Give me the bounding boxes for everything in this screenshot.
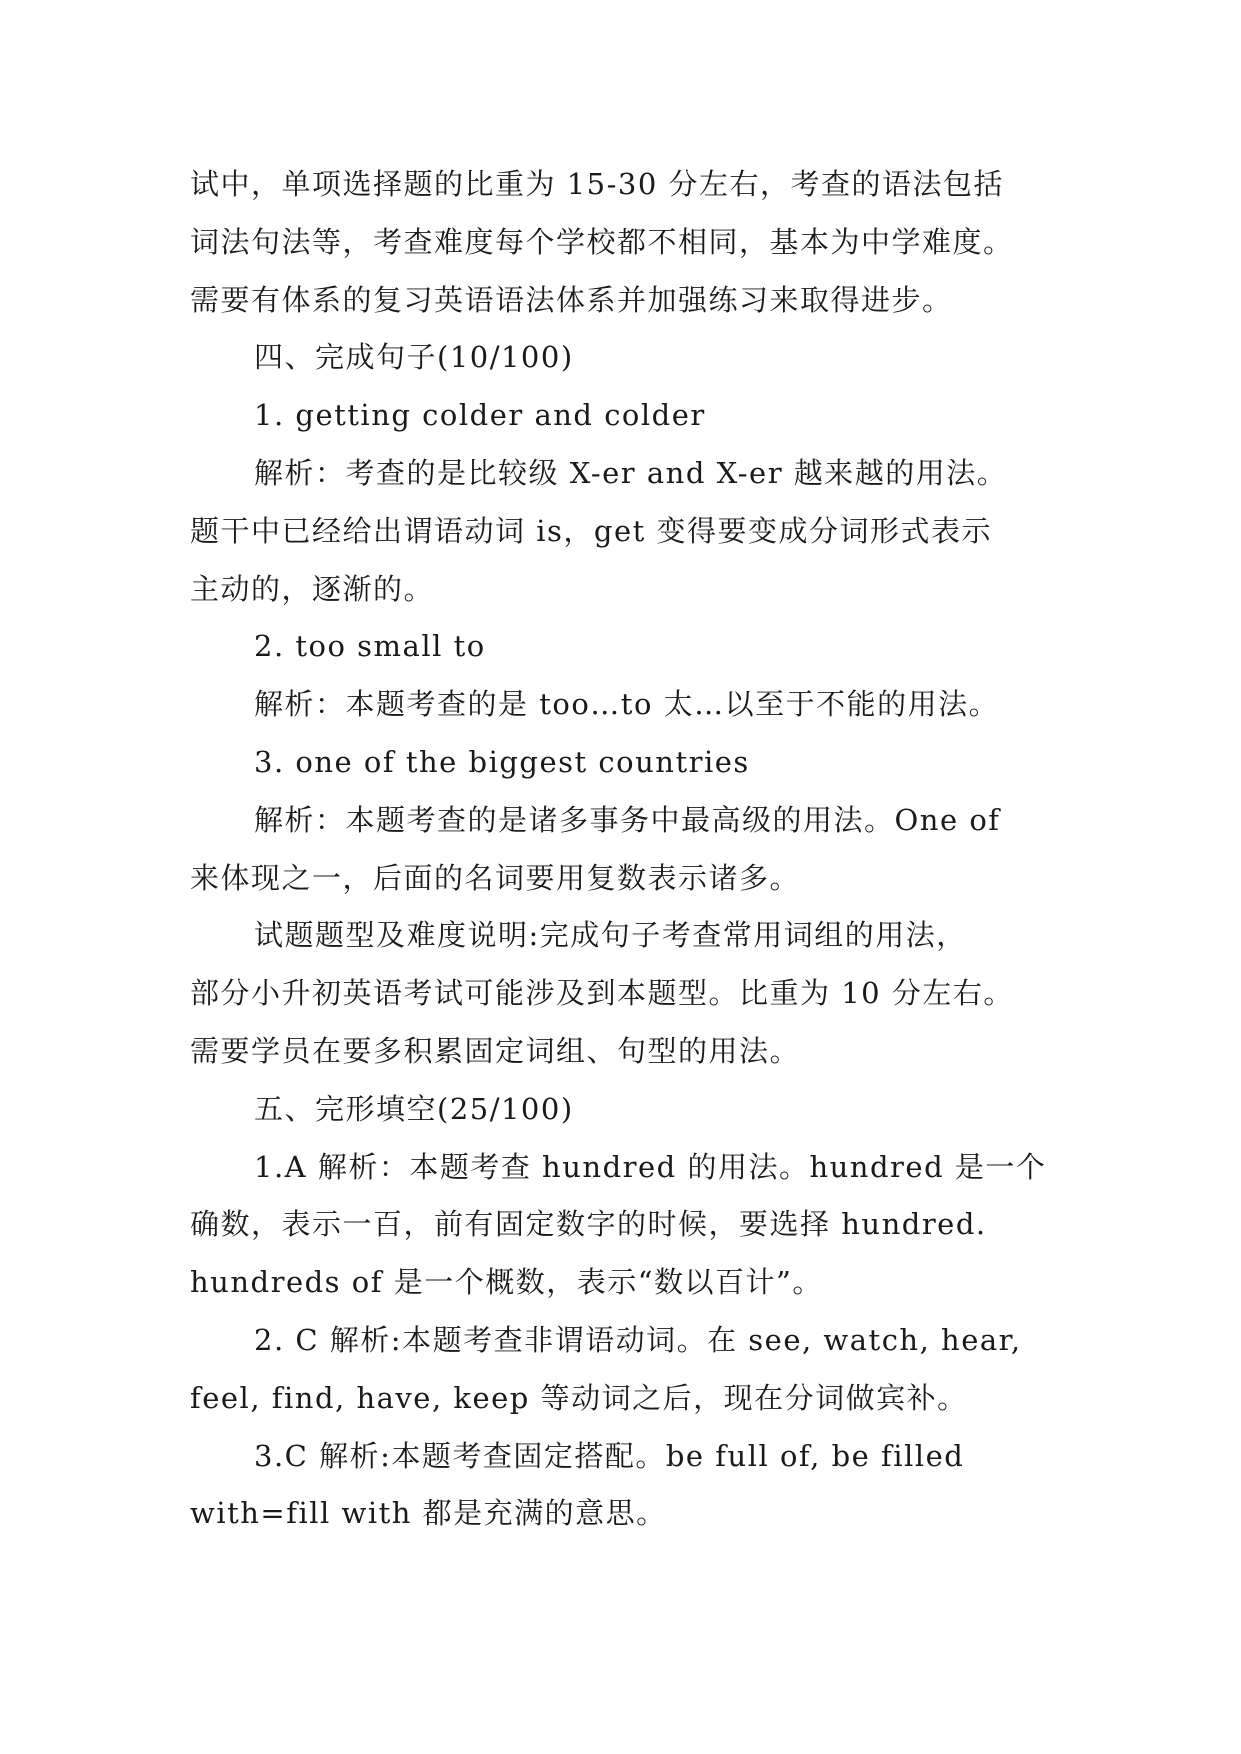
cloze-item-1: 1.A 解析：本题考查 hundred 的用法。hundred 是一个 bbox=[254, 1149, 1047, 1184]
text-line-16: 需要学员在要多积累固定词组、句型的用法。 bbox=[190, 1033, 801, 1068]
explanation-line-1: 解析：考查的是比较级 X-er and X-er 越来越的用法。 bbox=[254, 455, 1008, 490]
text-line-13: 来体现之一，后面的名词要用复数表示诸多。 bbox=[190, 860, 801, 895]
answer-item-3: 3. one of the biggest countries bbox=[254, 744, 750, 779]
answer-item-2: 2. too small to bbox=[254, 629, 486, 664]
text-line-20: hundreds of 是一个概数，表示“数以百计”。 bbox=[190, 1265, 823, 1300]
text-line-24: with=fill with 都是充满的意思。 bbox=[190, 1496, 667, 1531]
explanation-line-2: 解析：本题考查的是 too…to 太…以至于不能的用法。 bbox=[254, 687, 1000, 722]
text-line-15: 部分小升初英语考试可能涉及到本题型。比重为 10 分左右。 bbox=[190, 976, 1014, 1011]
document-page bbox=[190, 156, 1070, 1543]
text-line-19: 确数，表示一百，前有固定数字的时候，要选择 hundred. bbox=[190, 1207, 987, 1242]
text-line-22: feel, find, have, keep 等动词之后，现在分词做宾补。 bbox=[190, 1380, 968, 1415]
cloze-item-2: 2. C 解析:本题考查非谓语动词。在 see, watch, hear, bbox=[254, 1322, 1022, 1357]
text-line-2: 词法句法等，考查难度每个学校都不相同，基本为中学难度。 bbox=[190, 224, 1014, 259]
text-line-7: 题干中已经给出谓语动词 is，get 变得要变成分词形式表示 bbox=[190, 513, 992, 548]
text-line-1: 试中，单项选择题的比重为 15-30 分左右，考查的语法包括 bbox=[190, 167, 1005, 201]
difficulty-note: 试题题型及难度说明:完成句子考查常用词组的用法， bbox=[254, 918, 967, 953]
section-heading-5: 五、完形填空(25/100) bbox=[254, 1091, 574, 1126]
text-line-8: 主动的，逐渐的。 bbox=[190, 571, 435, 606]
section-heading-4: 四、完成句子(10/100) bbox=[254, 340, 574, 375]
answer-item-1: 1. getting colder and colder bbox=[254, 398, 706, 433]
explanation-line-3: 解析：本题考查的是诸多事务中最高级的用法。One of bbox=[254, 802, 1001, 837]
text-line-3: 需要有体系的复习英语语法体系并加强练习来取得进步。 bbox=[190, 282, 953, 317]
cloze-item-3: 3.C 解析:本题考查固定搭配。be full of, be filled bbox=[254, 1438, 965, 1473]
